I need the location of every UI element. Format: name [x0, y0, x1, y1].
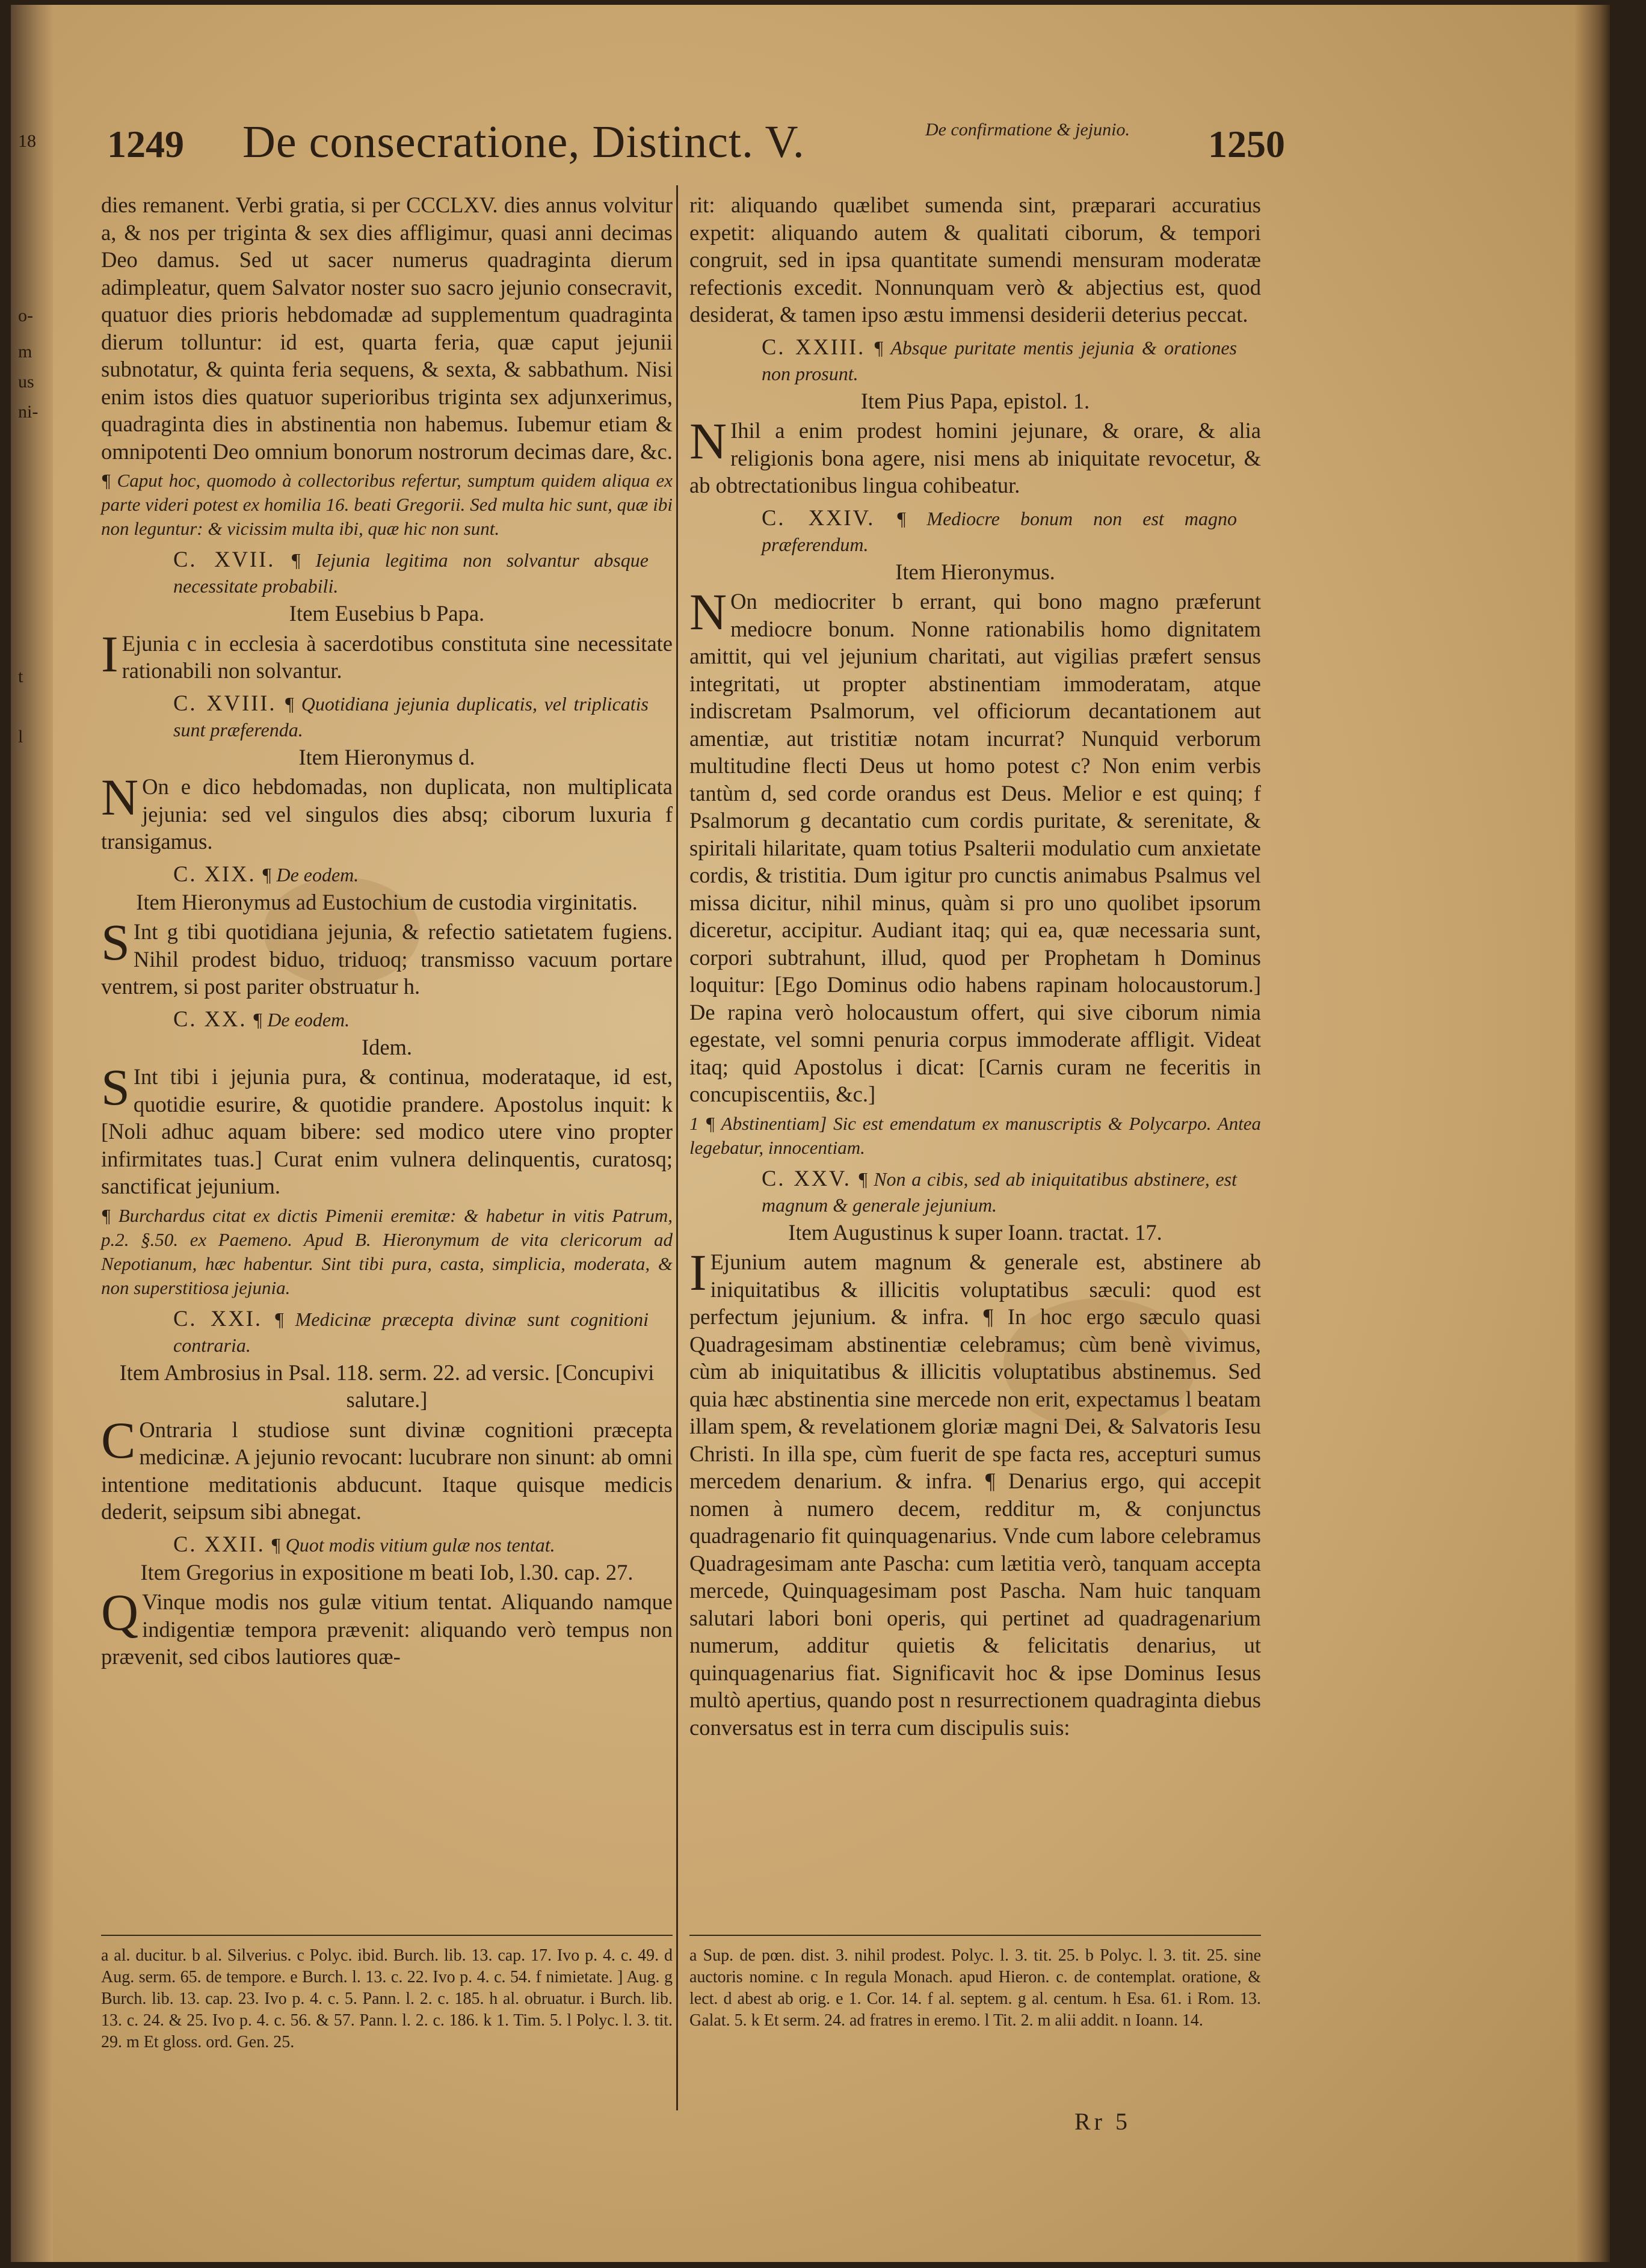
canon-number: C. XIX.	[173, 861, 256, 886]
gloss-note: ¶ Caput hoc, quomodo à collectoribus refertur, sumptum quidem aliqua ex parte videri potest ex homilia 16. beati Gregorii. Sed multa hic sunt, quæ ibi non leguntur: & vicissim multa ibi, quæ hic non sunt.	[101, 470, 673, 539]
gloss-note: ¶ Burchardus citat ex dictis Pimenii eremitæ: & habetur in vitis Patrum, p.2. §.50. ex Paemeno. Apud B. Hieronymum de vita clericorum ad Nepotianum, hæc habentur. Sint tibi pura, casta, simplicia, moderata, & non superstitiosa jejunia.	[101, 1204, 673, 1298]
drop-initial: S	[101, 1058, 130, 1116]
gutter-mark: ni-	[18, 402, 39, 422]
canon-heading	[101, 861, 673, 887]
canon-heading	[101, 547, 673, 599]
canon-rubric: ¶ De eodem.	[261, 863, 359, 886]
gutter	[11, 5, 53, 2262]
drop-initial: N	[689, 412, 727, 470]
canon-number: C. XXIV.	[762, 505, 875, 530]
canon-rubric: ¶ Quot modis vitium gulæ nos tentat.	[270, 1533, 555, 1556]
canon-text	[689, 583, 1261, 1108]
canon-rubric: ¶ Medicinæ præcepta divinæ sunt cognitioni contraria.	[173, 1308, 649, 1356]
canon-text	[101, 1411, 673, 1526]
canon-heading	[689, 334, 1261, 386]
canon-author: Item Pius Papa, epistol. 1.	[860, 388, 1090, 413]
footnote-text: a al. ducitur. b al. Silverius. c Polyc. ibid. Burch. lib. 13. cap. 17. Ivo p. 4. c. 49. d Aug. serm. 65. de tempore. e Burch. l. 13. c. 22. Ivo p. 4. c. 54. f nimietate. ] Aug. g Burch. lib. 13. cap. 23. Ivo p. 4. c. 5. Pann. l. 2. c. 185. h al. obruatur. i Burch. lib. 13. c. 24. & 25. Ivo p. 4. c. 56. & 57. Pann. l. 2. c. 186. k 1. Tim. 5. l Polyc. l. 3. tit. 29. m Et gloss. ord. Gen. 25.	[101, 1946, 673, 2051]
canon-rubric: ¶ Absque puritate mentis jejunia & orationes non prosunt.	[762, 336, 1238, 384]
canon-number: C. XX.	[173, 1006, 247, 1031]
canon-number: C. XXI.	[173, 1305, 262, 1331]
gloss-note: 1 ¶ Abstinentiam] Sic est emendatum ex manuscriptis & Polycarpo. Antea legebatur, innocentiam.	[689, 1112, 1261, 1158]
right-column	[689, 191, 1261, 1741]
gutter-mark: m	[18, 342, 32, 362]
paragraph: rit: aliquando quælibet sumenda sint, præparari accuratius expetit: aliquando autem & qualitati ciborum, & tempori congruit, sed in ipsa quantitate sumendi mensuram moderatæ refectionis excedit. Nonnunquam verò & abjectius est, quod desiderat, & tamen ipso æstu immensi desiderii deterius peccat.	[689, 193, 1261, 327]
canon-author: Item Gregorius in expositione m beati Iob, l.30. cap. 27.	[140, 1559, 633, 1585]
canon-body: Ontraria l studiose sunt divinæ cognitioni præcepta medicinæ. A jejunio revocant: lucubrare non sinunt: ab omni intentione meditationis abducunt. Itaque quisque medicis dederit, seipsum sibi abnegat.	[101, 1417, 673, 1524]
canon-text	[689, 1243, 1261, 1741]
canon-body: Vinque modis nos gulæ vitium tentat. Aliquando namque indigentiæ tempora prævenit: aliquando verò tempus non prævenit, sed cibos lautiores quæ-	[101, 1589, 673, 1669]
canon-heading	[101, 691, 673, 742]
canon-body: Int g tibi quotidiana jejunia, & refectio satietatem fugiens. Nihil prodest biduo, triduoq; transmisso vacuum portare ventrem, si post pariter obstruatur h.	[101, 919, 673, 999]
canon-body: On e dico hebdomadas, non duplicata, non multiplicata jejunia: sed vel singulos dies absq; ciborum luxuria f transigamus.	[101, 774, 673, 854]
canon-body: Int tibi i jejunia pura, & continua, moderataque, id est, quotidie esurire, & quotidie prandere. Apostolus inquit: k [Noli adhuc aquam bibere: sed modico utere vino propter infirmitates tuas.] Curat enim vulnera delinquentis, curatosq; sanctificat jejunium.	[101, 1064, 673, 1198]
page-edge	[1575, 5, 1610, 2262]
signature-mark: Rr 5	[1074, 2108, 1131, 2135]
canon-rubric: ¶ Iejunia legitima non solvantur absque necessitate probabili.	[173, 549, 649, 597]
footnote-text: a Sup. de pœn. dist. 3. nihil prodest. Polyc. l. 3. tit. 25. b Polyc. l. 3. tit. 25. sine auctoris nomine. c In regula Monach. apud Hieron. c. de contemplat. oratione, & lect. d abest ab orig. e 1. Cor. 14. f al. septem. g al. centum. h Esa. 61. i Rom. 13. Galat. 5. k Et serm. 24. ad fratres in eremo. l Tit. 2. m alii addit. n Ioann. 14.	[689, 1946, 1261, 2030]
canon-number: C. XXV.	[762, 1165, 851, 1191]
drop-initial: N	[689, 583, 727, 641]
gutter-mark: us	[18, 372, 34, 392]
canon-heading	[689, 1166, 1261, 1218]
canon-text	[101, 1583, 673, 1671]
gutter-mark: 18	[18, 131, 36, 151]
canon-number: C. XVII.	[173, 547, 276, 572]
canon-author: Item Eusebius b Papa.	[289, 601, 485, 626]
canon-author: Item Hieronymus d.	[298, 744, 475, 769]
gutter-mark: t	[18, 667, 23, 686]
footnotes-right	[689, 1945, 1261, 2032]
canon-heading	[689, 505, 1261, 557]
canon-heading	[101, 1006, 673, 1032]
column-rule	[676, 185, 678, 2110]
running-title: De consecratione, Distinct. V.	[242, 117, 805, 167]
canon-rubric: ¶ Non a cibis, sed ab iniquitatibus abstinere, est magnum & generale jejunium.	[762, 1168, 1238, 1216]
book-page	[11, 5, 1610, 2262]
canon-rubric: ¶ Quotidiana jejunia duplicatis, vel triplicatis sunt præferenda.	[173, 692, 649, 741]
canon-body: On mediocriter b errant, qui bono magno præferunt mediocre bonum. Nonne rationabilis homo dignitatem amittit, qui vel jejunium charitati, aut vigilias præfert sensus integritati, ut propter abstinentiam immoderatam, atque indiscretam Psalmorum, vel officiorum decantationem aut amentiæ, aut tristitiæ notam incurrat? Nunquid verborum multitudine flecti Deus ut homo potest c? Non enim verbis tantùm d, sed corde orandus est Deus. Melior e est quinq; f Psalmorum g decantatio cum cordis puritate, & serenitate, & spiritali hilaritate, quam totius Psalterii modulatio cum anxietate cordis, & tristitia. Dum igitur pro cunctis animabus Psalmus vel missa dicitur, nihil minus, quàm si pro uno quolibet ipsorum diceretur, accipitur. Audiant itaq; qui ea, quæ necessaria sunt, corpori subtrahunt, illud, quod per Prophetam h Dominus loquitur: [Ego Dominus odio habens rapinam holocaustorum.] De rapina verò holocaustum offert, qui sive ciborum nimia egestate, vel somni penuria corpus immoderate affligit. Videat itaq; quid Apostolus i dicat: [Carnis curam ne feceritis in concupiscentiis, &c.]	[689, 589, 1261, 1106]
canon-author: Idem.	[361, 1034, 413, 1059]
canon-author: Item Augustinus k super Ioann. tractat. 17.	[788, 1219, 1162, 1245]
canon-text	[101, 913, 673, 1000]
canon-heading	[101, 1532, 673, 1558]
page-number-left: 1249	[107, 123, 184, 165]
canon-rubric: ¶ De eodem.	[252, 1008, 350, 1031]
left-column	[101, 191, 673, 1671]
drop-initial: I	[101, 624, 119, 683]
canon-body: Ejunium autem magnum & generale est, abstinere ab iniquitatibus & illicitis voluptatibus sæculi: quod est perfectum jejunium. & infra. ¶ In hoc ergo sæculo quasi Quadragesimam abstinentiæ celebramus; cùm benè vivimus, cùm ab iniquitatibus & illicitis voluptatibus abstinemus. Sed quia hæc abstinentia sine mercede non erit, expectamus l beatam illam spem, & revelationem gloriæ magni Dei, & Salvatoris Iesu Christi. In illa spe, cùm fuerit de spe facta res, accepturi sumus mercedem denarium. & infra. ¶ Denarius ergo, qui accepit nomen à numero decem, redditur m, & conjunctus quadragenario fit quinquagenarius. Vnde cum labore celebramus Quadragesimam ante Pascha: cum lætitia verò, tanquam accepta mercede, Quinquagesimam post Pascha. Nam huic tanquam salutari labori boni operis, qui pertinet ad quadragenarium numerum, additur quietis & felicitatis denarius, ut quinquagenarius fiat. Significavit hoc & ipse Dominus Iesus multò apertius, quando post n resurrectionem quadraginta diebus conversatus est in terra cum discipulis suis:	[689, 1250, 1261, 1740]
canon-body: Ihil a enim prodest homini jejunare, & orare, & alia religionis bona agere, nisi mens ab iniquitate revocetur, & ab obtrectationibus lingua cohibeatur.	[689, 418, 1261, 498]
gutter-mark: o-	[18, 306, 33, 325]
drop-initial: C	[101, 1411, 136, 1469]
gutter-mark: l	[18, 727, 23, 747]
drop-initial: N	[101, 768, 139, 826]
canon-author: Item Hieronymus ad Eustochium de custodia virginitatis.	[136, 889, 638, 914]
canon-text	[101, 768, 673, 855]
canon-number: C. XVIII.	[173, 690, 277, 715]
paragraph: dies remanent. Verbi gratia, si per CCCLXV. dies annus volvitur a, & nos per triginta & sex dies affligimur, quasi anni decimas Deo damus. Sed ut sacer numerus quadraginta dierum adimpleatur, quem Salvator noster suo sacro jejunio consecravit, quatuor dies prioris hebdomadæ ad supplementum quadraginta dierum tolluntur: id est, quarta feria, quæ caput jejunii subnotatur, & quinta feria sequens, & sexta, & sabbathum. Nisi enim istos dies quatuor superioribus triginta sex adjunxerimus, quadraginta dies in abstinentia non habemus. Iubemur etiam & omnipotenti Deo omnium bonorum nostrorum decimas dare, &c.	[101, 193, 673, 464]
canon-heading	[101, 1306, 673, 1358]
footnote-rule	[101, 1935, 673, 1936]
canon-rubric: ¶ Mediocre bonum non est magno præferendum.	[762, 507, 1238, 555]
page-header	[11, 110, 1610, 200]
canon-number: C. XXIII.	[762, 334, 866, 359]
drop-initial: I	[689, 1243, 707, 1301]
drop-initial: S	[101, 913, 130, 971]
canon-author: Item Ambrosius in Psal. 118. serm. 22. ad versic. [Concupivi salutare.]	[119, 1360, 655, 1412]
page-number-right: 1250	[1208, 123, 1285, 165]
footnotes-left	[101, 1945, 673, 2053]
canon-author: Item Hieronymus.	[895, 559, 1055, 584]
drop-initial: Q	[101, 1583, 139, 1641]
canon-text	[689, 412, 1261, 499]
canon-text	[101, 1058, 673, 1200]
canon-number: C. XXII.	[173, 1531, 265, 1556]
running-subtitle: De confirmatione & jejunio.	[925, 120, 1130, 140]
footnote-rule	[689, 1935, 1261, 1936]
canon-body: Ejunia c in ecclesia à sacerdotibus constituta sine necessitate rationabili non solvantur.	[122, 630, 673, 683]
canon-text	[101, 624, 673, 685]
